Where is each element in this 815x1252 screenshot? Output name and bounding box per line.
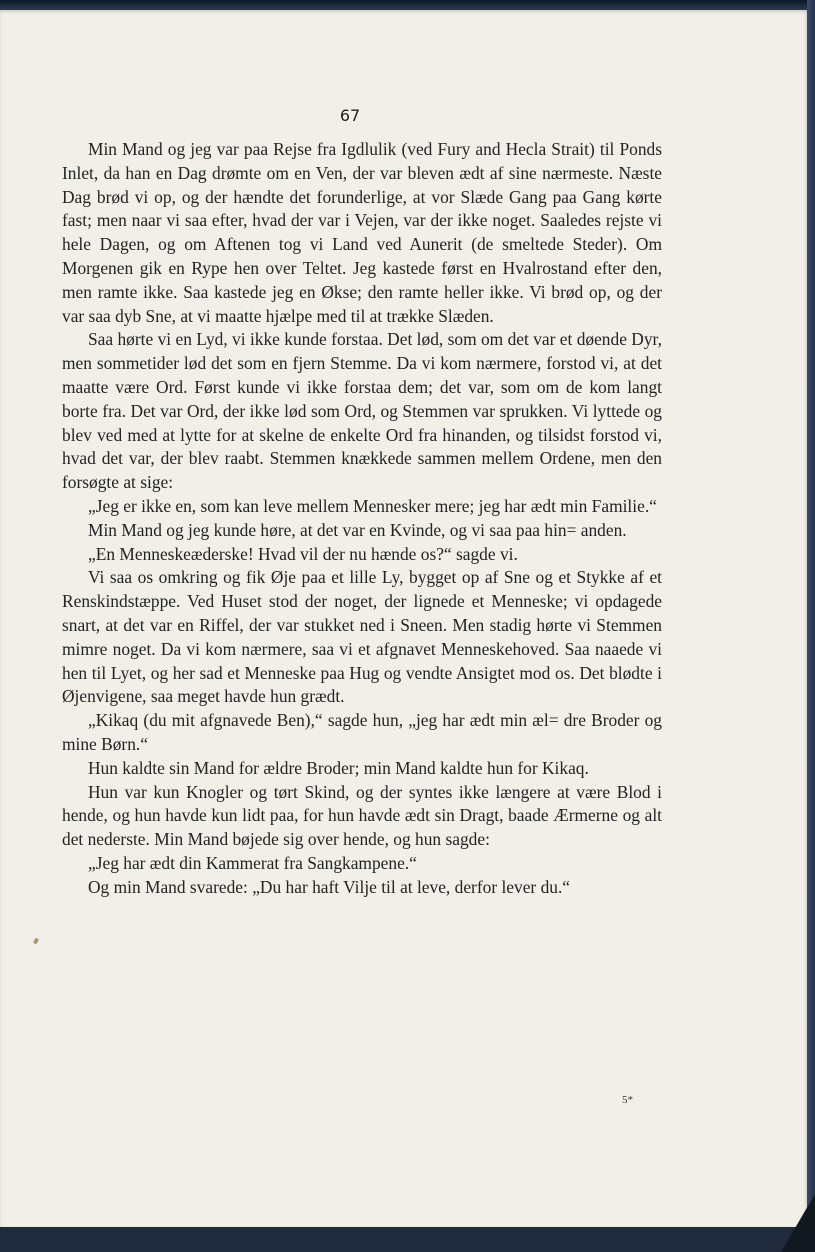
signature-mark: 5* [622, 1094, 633, 1106]
paragraph: „Kikaq (du mit afgnavede Ben),“ sagde hun, „jeg har ædt min æl= dre Broder og mine Børn.“ [62, 710, 662, 754]
paragraph: Saa hørte vi en Lyd, vi ikke kunde forstaa. Det lød, som om det var et døende Dyr, men sommetider lød det som en fjern Stemme. Da vi kom nærmere, forstod vi, at det maatte være Ord. Først kunde vi ikke forstaa dem; det var, som om de kom langt borte fra. Det var Ord, der ikke lød som Ord, og Stemmen var sprukken. Vi lyttede og blev ved med at lytte for at skelne de enkelte Ord fra hinanden, og tilsidst forstod vi, hvad det var, der blev raabt. Stemmen knækkede sammen mellem Ordene, men den forsøgte at sige: [62, 329, 662, 493]
paragraph: Min Mand og jeg kunde høre, at det var en Kvinde, og vi saa paa hin= anden. [88, 519, 627, 540]
paragraph: Hun var kun Knogler og tørt Skind, og der syntes ikke længere at være Blod i hende, og hun havde kun lidt paa, for hun havde ædt sin Dragt, baade Ærmerne og alt det nederste. Min Mand bøjede sig over hende, og hun sagde: [62, 781, 662, 850]
page-corner-fold [781, 1194, 815, 1252]
book-binding-edge [807, 0, 815, 1252]
paragraph: „En Menneskeæderske! Hvad vil der nu hænde os?“ sagde vi. [88, 543, 518, 564]
paragraph: „Jeg er ikke en, som kan leve mellem Mennesker mere; jeg har ædt min Familie.“ [88, 495, 657, 516]
paragraph: Min Mand og jeg var paa Rejse fra Igdlulik (ved Fury and Hecla Strait) til Ponds Inlet, da han en Dag drømte om en Ven, der var bleven ædt af sine nærmeste. Næste Dag brød vi op, og der hændte det forunderlige, at vor Slæde Gang paa Gang kørte fast; men naar vi saa efter, hvad der var i Vejen, var der ikke noget. Saaledes rejste vi hele Dagen, og om Aftenen tog vi Land ved Aunerit (de smeltede Steder). Om Morgenen gik en Rype hen over Teltet. Jeg kastede først en Hvalrostand efter den, men ramte ikke. Saa kastede jeg en Økse; den ramte heller ikke. Vi brød op, og der var saa dyb Sne, at vi maatte hjælpe med til at trække Slæden. [62, 139, 662, 326]
paragraph: Og min Mand svarede: „Du har haft Vilje til at leve, derfor lever du.“ [88, 876, 571, 897]
text-body [62, 138, 662, 900]
margin-speck [33, 937, 39, 944]
paragraph: Hun kaldte sin Mand for ældre Broder; min Mand kaldte hun for Kikaq. [88, 757, 589, 778]
paragraph: „Jeg har ædt din Kammerat fra Sangkampene.“ [88, 852, 417, 873]
book-page [0, 10, 808, 1228]
book-bottom-edge [0, 1227, 815, 1252]
page-number: 67 [339, 106, 361, 125]
paragraph: Vi saa os omkring og fik Øje paa et lille Ly, bygget op af Sne og et Stykke af et Renskindstæppe. Ved Huset stod der noget, der lignede et Menneske; vi opdagede snart, at det var en Riffel, der var stukket ned i Sneen. Men stadig hørte vi Stemmen mimre noget. Da vi kom nærmere, saa vi et afgnavet Menneskehoved. Saa naaede vi hen til Lyet, og her sad et Menneske paa Hug og vendte Ansigtet mod os. Det blødte i Øjenvigene, saa meget havde hun grædt. [62, 567, 662, 707]
